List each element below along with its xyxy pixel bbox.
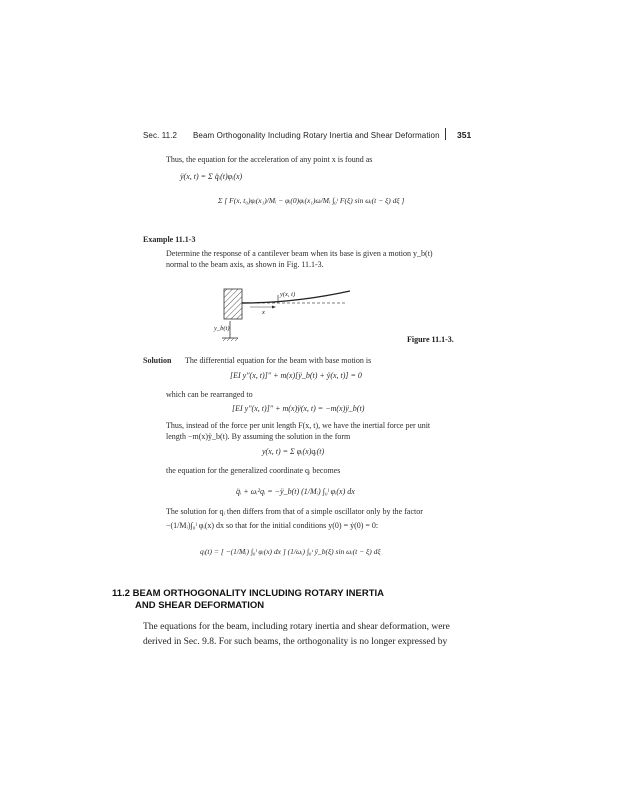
solution-label: Solution bbox=[143, 356, 172, 365]
equation-solution-form: y(x, t) = Σ φᵢ(x)qᵢ(t) bbox=[262, 447, 325, 456]
solution-line-2: which can be rearranged to bbox=[166, 390, 253, 399]
ground-hatch bbox=[223, 338, 226, 341]
equation-acceleration-top: ÿ(x, t) = Σ q̈ᵢ(t)φᵢ(x) bbox=[180, 172, 243, 181]
solution-line-1: The differential equation for the beam with base motion is bbox=[185, 356, 372, 365]
solution-line-6: The solution for qᵢ then differs from that of a simple oscillator only by the factor bbox=[166, 507, 423, 516]
solution-line-3: Thus, instead of the force per unit length F(x, t), we have the inertial force per unit bbox=[166, 421, 431, 430]
section-paragraph-line-2: derived in Sec. 9.8. For such beams, the orthogonality is no longer expressed by bbox=[143, 637, 448, 647]
example-line-1: Determine the response of a cantilever beam when its base is given a motion y_b(t) bbox=[166, 249, 433, 258]
header-divider bbox=[445, 128, 446, 140]
figure-label-y: y(x, t) bbox=[280, 291, 296, 298]
running-head-section: Sec. 11.2 bbox=[143, 131, 178, 140]
example-line-2: normal to the beam axis, as shown in Fig. 11.1-3. bbox=[166, 260, 324, 269]
equation-rearranged: [EI y″(x, t)]″ + m(x)ÿ(x, t) = −m(x)ÿ_b(t) bbox=[232, 404, 365, 413]
solution-line-7: −(1/Mᵢ)∫₀ˡ φᵢ(x) dx so that for the initial conditions y(0) = ẏ(0) = 0: bbox=[166, 521, 379, 530]
solution-line-4: length −m(x)ÿ_b(t). By assuming the solution in the form bbox=[166, 432, 351, 441]
intro-text: Thus, the equation for the acceleration of any point x is found as bbox=[166, 155, 373, 164]
page-number: 351 bbox=[457, 130, 472, 140]
deflected-beam bbox=[242, 291, 350, 303]
figure-caption: Figure 11.1-3. bbox=[407, 335, 454, 344]
figure-label-x: x bbox=[262, 309, 265, 316]
equation-beam-base-motion: [EI y″(x, t)]″ + m(x)[ÿ_b(t) + ÿ(x, t)] = 0 bbox=[230, 371, 362, 380]
section-title-line-2: AND SHEAR DEFORMATION bbox=[135, 600, 265, 611]
ground-hatch bbox=[235, 338, 238, 341]
ground-hatch bbox=[231, 338, 234, 341]
ground-hatch bbox=[227, 338, 230, 341]
solution-line-5: the equation for the generalized coordinate qᵢ becomes bbox=[166, 466, 341, 475]
cantilever-beam-figure bbox=[210, 283, 380, 348]
equation-qi-solution: qᵢ(t) = [ −(1/Mᵢ) ∫₀ˡ φᵢ(x) dx ] (1/ωᵢ) ∫₀ᵗ ÿ_b(ξ) sin ωᵢ(t − ξ) dξ bbox=[200, 547, 381, 556]
x-arrow-head bbox=[272, 306, 276, 309]
example-label: Example 11.1-3 bbox=[143, 235, 196, 244]
section-title-line-1: 11.2 BEAM ORTHOGONALITY INCLUDING ROTARY INERTIA bbox=[112, 588, 385, 599]
equation-generalized-coordinate: q̈ᵢ + ωᵢ²qᵢ = −ÿ_b(t) (1/Mᵢ) ∫₀ˡ φᵢ(x) dx bbox=[236, 487, 355, 496]
figure-label-yb: y_b(t) bbox=[214, 325, 230, 332]
equation-acceleration-bottom: Σ [ F(x, t₀)φᵢ(x₁)/Mᵢ − φᵢ(0)φᵢ(x₁)ω/Mᵢ ∫₀ᵗ F(ξ) sin ωᵢ(t − ξ) dξ ] bbox=[218, 196, 405, 205]
section-paragraph-line-1: The equations for the beam, including rotary inertia and shear deformation, were bbox=[143, 622, 450, 632]
fixed-support bbox=[224, 289, 242, 319]
running-head-title: Beam Orthogonality Including Rotary Inertia and Shear Deformation bbox=[193, 131, 440, 140]
